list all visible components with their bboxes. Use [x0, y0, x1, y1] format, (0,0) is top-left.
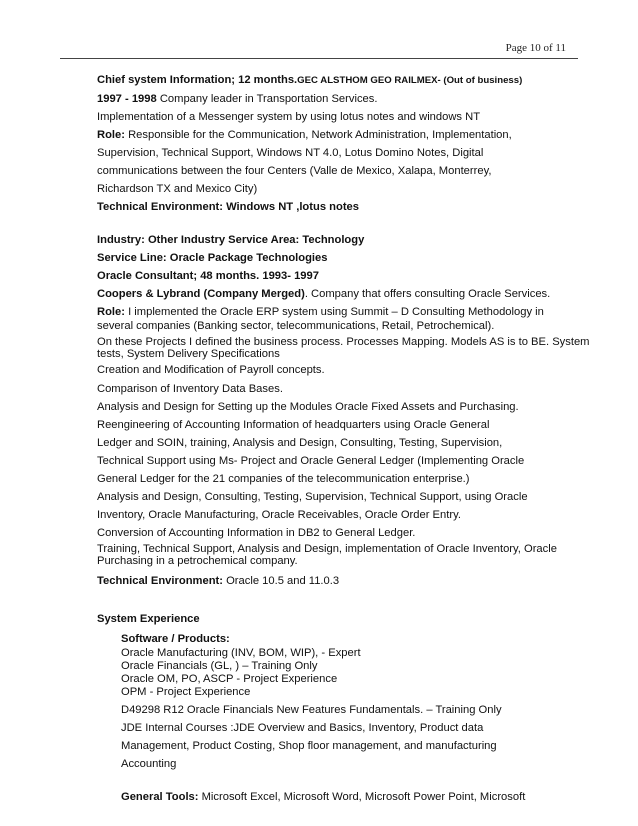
job1-company: GEC ALSTHOM GEO RAILMEX- (Out of business)	[297, 75, 523, 86]
job2-payroll: Creation and Modification of Payroll concepts.	[97, 364, 325, 376]
job1-title: Chief system Information; 12 months.	[97, 74, 298, 86]
job2-training: Training, Technical Support, Analysis and Design, implementation of Oracle Inventory, Oracle Purchasing in a petrochemical company.	[97, 543, 557, 567]
software-heading	[121, 633, 230, 646]
job1-line3: Implementation of a Messenger system by using lotus notes and windows NT	[97, 111, 481, 123]
page-number: Page 10 of 11	[505, 42, 566, 54]
software-item-3: Oracle OM, PO, ASCP - Project Experience	[121, 673, 338, 685]
job1-role-text: Responsible for the Communication, Network Administration, Implementation,	[124, 129, 512, 141]
job2-consultant	[97, 270, 319, 283]
job2-tech-env-value: Oracle 10.5 and 11.0.3	[222, 575, 340, 587]
job2-analysis: Analysis and Design for Setting up the Modules Oracle Fixed Assets and Purchasing.	[97, 401, 519, 413]
job1-line5: Supervision, Technical Support, Windows NT 4.0, Lotus Domino Notes, Digital	[97, 147, 484, 159]
job2-role-text: I implemented the Oracle ERP system using Summit – D Consulting Methodology in	[124, 306, 544, 318]
job2-analysis2: Analysis and Design, Consulting, Testing, Supervision, Technical Support, using Oracle	[97, 491, 528, 503]
job1-line6: communications between the four Centers (Valle de Mexico, Xalapa, Monterrey,	[97, 165, 492, 177]
job2-service-line	[97, 252, 327, 265]
job2-consultant-text: Oracle Consultant; 48 months. 1993- 1997	[97, 270, 319, 282]
job2-gl21: General Ledger for the 21 companies of the telecommunication enterprise.)	[97, 473, 470, 485]
job1-tech-env	[97, 201, 359, 214]
general-tools-label: General Tools:	[121, 791, 199, 803]
software-item-5: D49298 R12 Oracle Financials New Features Fundamentals. – Training Only	[121, 704, 502, 716]
job2-conversion: Conversion of Accounting Information in DB2 to General Ledger.	[97, 527, 416, 539]
software-item-6: JDE Internal Courses :JDE Overview and Basics, Inventory, Product data	[121, 722, 484, 734]
job2-inventory: Inventory, Oracle Manufacturing, Oracle Receivables, Oracle Order Entry.	[97, 509, 461, 521]
experience-heading-text: System Experience	[97, 613, 200, 625]
software-item-4: OPM - Project Experience	[121, 686, 251, 698]
job2-company-line	[97, 288, 550, 301]
software-item-7: Management, Product Costing, Shop floor management, and manufacturing	[121, 740, 497, 752]
job1-years: 1997 - 1998	[97, 93, 157, 105]
job1-title-line	[97, 74, 522, 87]
job1-line7: Richardson TX and Mexico City)	[97, 183, 258, 195]
job1-role-label: Role:	[97, 129, 125, 141]
job2-role-label: Role:	[97, 306, 125, 318]
job2-company-label: Coopers & Lybrand (Company Merged)	[97, 288, 305, 300]
job2-reeng: Reengineering of Accounting Information of headquarters using Oracle General	[97, 419, 490, 431]
general-tools-value: Microsoft Excel, Microsoft Word, Microsoft Power Point, Microsoft	[198, 791, 526, 803]
job1-years-line	[97, 93, 377, 106]
job2-role-cont: several companies (Banking sector, telecommunications, Retail, Petrochemical).	[97, 320, 495, 332]
job2-industry	[97, 234, 364, 247]
software-item-1: Oracle Manufacturing (INV, BOM, WIP), - Expert	[121, 647, 361, 659]
job2-service-line-text: Service Line: Oracle Package Technologies	[97, 252, 328, 264]
job1-role-line	[97, 129, 512, 142]
job2-role-line	[97, 306, 544, 319]
job1-tech-env-text: Technical Environment: Windows NT ,lotus notes	[97, 201, 359, 213]
job2-industry-text: Industry: Other Industry Service Area: Technology	[97, 234, 365, 246]
job2-tech-env-label: Technical Environment:	[97, 575, 223, 587]
software-item-2: Oracle Financials (GL, ) – Training Only	[121, 660, 318, 672]
general-tools-line	[121, 791, 525, 804]
job2-projects: On these Projects I defined the business process. Processes Mapping. Models AS is to BE. System tests, System Delivery Specifications	[97, 336, 590, 360]
job2-ledger: Ledger and SOIN, training, Analysis and Design, Consulting, Testing, Supervision,	[97, 437, 503, 449]
experience-heading	[97, 613, 200, 626]
job2-company-desc: . Company that offers consulting Oracle Services.	[304, 288, 551, 300]
software-heading-text: Software / Products:	[121, 633, 230, 645]
job2-tech-env	[97, 575, 339, 588]
job2-compare: Comparison of Inventory Data Bases.	[97, 383, 283, 395]
job1-years-desc: Company leader in Transportation Services.	[156, 93, 378, 105]
software-item-8: Accounting	[121, 758, 177, 770]
job2-support: Technical Support using Ms- Project and Oracle General Ledger (Implementing Oracle	[97, 455, 525, 467]
header-rule	[60, 58, 578, 59]
